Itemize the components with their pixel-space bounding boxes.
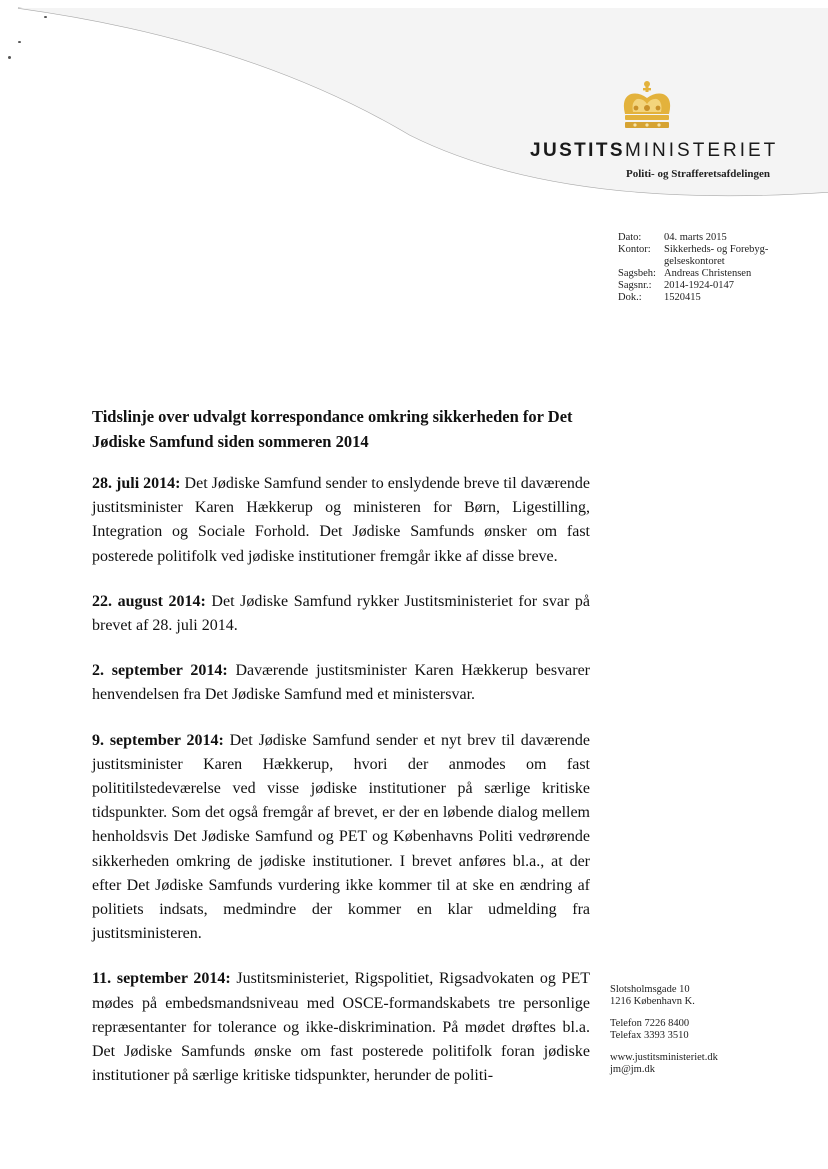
meta-label: Dato:	[618, 232, 642, 243]
meta-value: Andreas Christensen	[664, 268, 752, 279]
contact-address-street: Slotsholmsgade 10	[610, 984, 690, 995]
entry-date: 9. september 2014:	[92, 731, 224, 749]
contact-website: www.justitsministeriet.dk	[610, 1052, 718, 1063]
crown-logo-icon	[619, 80, 675, 132]
entry-date: 11. september 2014:	[92, 970, 231, 988]
entry-date: 2. september 2014:	[92, 662, 228, 680]
logo-text-part2: MINISTERIET	[624, 140, 779, 161]
meta-label: Kontor:	[618, 244, 651, 255]
meta-row-office	[618, 244, 768, 256]
document-metadata	[618, 232, 768, 304]
scan-speck	[18, 41, 21, 43]
scan-speck	[8, 56, 11, 59]
meta-value: 1520415	[664, 292, 701, 303]
department-name: Politi- og Strafferetsafdelingen	[626, 168, 770, 180]
entry-text: Det Jødiske Samfund rykker Justitsministeriet for svar på brevet af 28. juli 2014.	[92, 592, 590, 635]
meta-label: Sagsbeh:	[618, 268, 656, 279]
meta-value: 04. marts 2015	[664, 232, 727, 243]
ministry-logo-text	[530, 140, 779, 162]
meta-label: Dok.:	[618, 292, 642, 303]
contact-address-city: 1216 København K.	[610, 996, 695, 1007]
timeline-entry	[92, 967, 590, 1088]
entry-text: Justitsministeriet, Rigspolitiet, Rigsadvokaten og PET mødes på embedsmandsniveau med OSCE-formandskabets tre personlige repræsentanter for tolerance og ikke-diskrimination. På mødet drøftes bl.a. Det Jødiske Samfunds ønske om fast posterede politifolk foran jødiske institutioner på særlige kritiske tidspunkter, herunder de politi-	[92, 970, 590, 1085]
meta-row-office-cont	[618, 256, 768, 268]
timeline-entry	[92, 472, 590, 569]
timeline-entry	[92, 659, 590, 707]
timeline-entry	[92, 590, 590, 638]
document-title: Tidslinje over udvalgt korrespondance omkring sikkerheden for Det Jødiske Samfund siden sommeren 2014	[92, 407, 573, 451]
timeline-entry	[92, 729, 590, 947]
entry-date: 28. juli 2014:	[92, 475, 181, 492]
entry-date: 22. august 2014:	[92, 592, 206, 610]
logo-text-part1: JUSTITS	[530, 140, 625, 161]
contact-block	[610, 984, 718, 1076]
entry-text: Det Jødiske Samfund sender et nyt brev til daværende justitsminister Karen Hækkerup, hvori der anmodes om fast polititilstedeværelse ved visse jødiske institutioner på særlige kritiske tidspunkter. Som det også fremgår af brevet, er der en løbende dialog mellem henholdsvis Det Jødiske Samfund og PET og Københavns Politi vedrørende sikkerheden omkring de jødiske institutioner. I brevet anføres bl.a., at der efter Det Jødiske Samfunds vurdering ikke kommer til at ske en ændring af politiets indsats, medmindre der kommer en klar udmelding fra justitsministeren.	[92, 731, 590, 943]
scan-speck	[44, 16, 47, 18]
header-wave-graphic	[0, 0, 828, 215]
contact-fax: Telefax 3393 3510	[610, 1030, 689, 1041]
meta-row-date	[618, 232, 768, 244]
entry-text: Det Jødiske Samfund sender to enslydende breve til daværende justitsminister Karen Hækkerup og ministeren for Børn, Ligestilling, Integration og Sociale Forhold. Det Jødiske Samfunds ønsker om fast posterede politifolk ved jødiske institutioner fremgår ikke af disse breve.	[92, 475, 590, 565]
meta-row-document-number	[618, 292, 768, 304]
meta-value: Sikkerheds- og Forebyg-	[664, 244, 769, 255]
contact-phone: Telefon 7226 8400	[610, 1018, 690, 1029]
meta-label	[618, 256, 664, 268]
meta-value: gelseskontoret	[664, 256, 725, 267]
meta-label: Sagsnr.:	[618, 280, 652, 291]
meta-row-case-number	[618, 280, 768, 292]
entry-text: Daværende justitsminister Karen Hækkerup besvarer henvendelsen fra Det Jødiske Samfund med et ministersvar.	[92, 662, 590, 704]
contact-email: jm@jm.dk	[610, 1064, 655, 1075]
meta-value: 2014-1924-0147	[664, 280, 734, 291]
meta-row-case-handler	[618, 268, 768, 280]
timeline-body	[92, 472, 590, 1109]
